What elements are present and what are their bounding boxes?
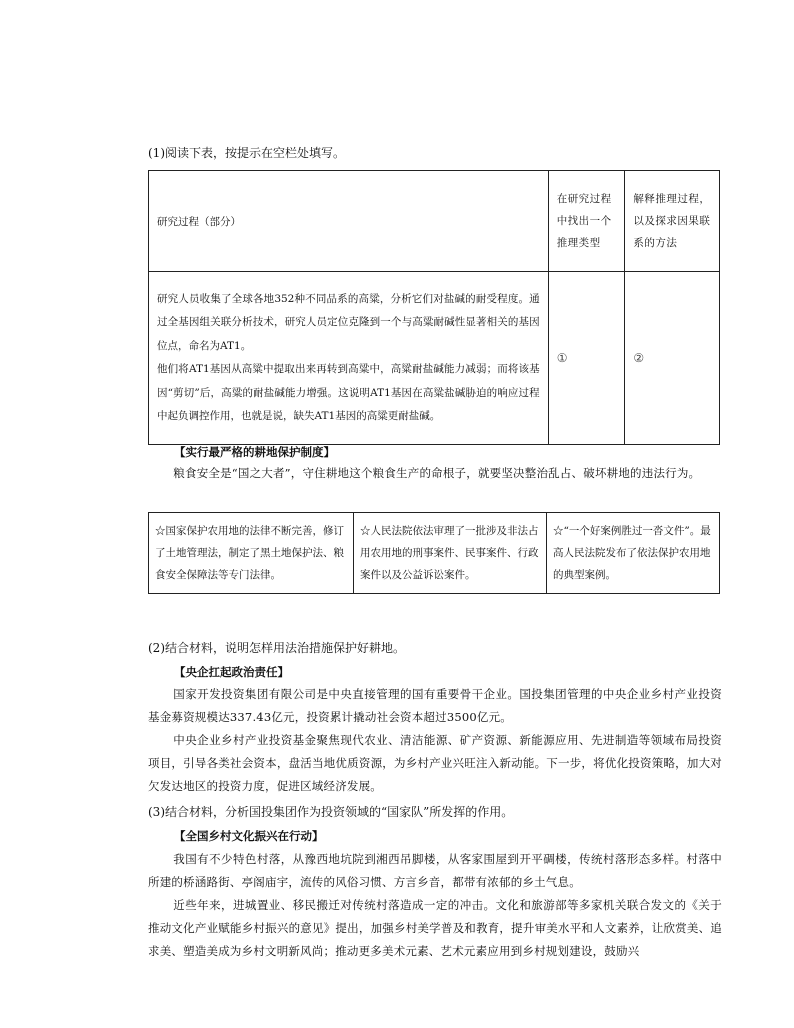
blank-cell-2[interactable]: ② (625, 272, 720, 445)
law-cell-1: ☆国家保护农用地的法律不断完善，修订了土地管理法，制定了黑土地保护法、粮食安全保障法等专门法律。 (149, 513, 354, 594)
section-paragraphs-soe (148, 683, 722, 798)
table-header-row (149, 171, 720, 272)
research-paragraph-1: 研究人员收集了全球各地352种不同品系的高粱，分析它们对盐碱的耐受程度。通过全基因组关联分析技术，研究人员定位克隆到一个与高粱耐碱性显著相关的基因位点，命名为AT1。 (157, 292, 540, 352)
blank-cell-1[interactable]: ① (548, 272, 625, 445)
section-paragraph-farmland (148, 462, 722, 485)
header-reasoning-type: 在研究过程中找出一个推理类型 (548, 171, 625, 272)
question-3-prompt: (3)结合材料，分析国投集团作为投资领域的“国家队”所发挥的作用。 (148, 805, 514, 819)
research-process-table (148, 170, 720, 445)
law-cell-2: ☆人民法院依法审理了一批涉及非法占用农用地的刑事案件、民事案件、行政案件以及公益诉讼案件。 (354, 513, 547, 594)
research-process-text (149, 272, 549, 445)
paragraph: 近些年来，进城置业、移民搬迁对传统村落造成一定的冲击。文化和旅游部等多家机关联合发文的《关于推动文化产业赋能乡村振兴的意见》提出，加强乡村美学普及和教育，提升审美水平和人文素养，让欣赏美、追求美、塑造美成为乡村文明新风尚；推动更多美术元素、艺术元素应用到乡村规划建设，鼓励兴 (148, 898, 722, 958)
question-1-prompt: (1)阅读下表，按提示在空栏处填写。 (148, 146, 345, 160)
question-2-prompt: (2)结合材料，说明怎样用法治措施保护好耕地。 (148, 641, 405, 655)
paragraph: 我国有不少特色村落，从豫西地坑院到湘西吊脚楼，从客家围屋到开平碉楼，传统村落形态多样。村落中所建的桥涵路街、亭阁庙宇，流传的风俗习惯、方言乡音，都带有浓郁的乡土气息。 (148, 852, 722, 889)
section-heading-soe: 【央企扛起政治责任】 (174, 665, 289, 679)
paragraph: 中央企业乡村产业投资基金聚焦现代农业、清洁能源、矿产资源、新能源应用、先进制造等领域布局投资项目，引导各类社会资本，盘活当地优质资源，为乡村产业兴旺注入新动能。下一步，将优化投资策略，加大对欠发达地区的投资力度，促进区域经济发展。 (148, 733, 722, 793)
table-row (149, 513, 720, 594)
header-research-process: 研究过程（部分） (149, 171, 549, 272)
header-explain-method: 解释推理过程，以及探求因果联系的方法 (625, 171, 720, 272)
paragraph: 粮食安全是“国之大者”，守住耕地这个粮食生产的命根子，就要坚决整治乱占、破坏耕地的违法行为。 (173, 466, 701, 480)
section-heading-farmland: 【实行最严格的耕地保护制度】 (174, 445, 335, 459)
table-row (149, 272, 720, 445)
farmland-law-table (148, 512, 720, 594)
research-paragraph-2: 他们将AT1基因从高粱中提取出来再转到高粱中，高粱耐盐碱能力减弱；而将该基因“剪切”后，高粱的耐盐碱能力增强。这说明AT1基因在高粱盐碱胁迫的响应过程中起负调控作用，也就是说，缺失AT1基因的高粱更耐盐碱。 (157, 363, 540, 422)
section-heading-culture: 【全国乡村文化振兴在行动】 (174, 829, 324, 843)
paragraph: 国家开发投资集团有限公司是中央直接管理的国有重要骨干企业。国投集团管理的中央企业乡村产业投资基金募资规模达337.43亿元，投资累计撬动社会资本超过3500亿元。 (148, 687, 722, 724)
section-paragraphs-culture (148, 848, 722, 963)
law-cell-3: ☆“一个好案例胜过一沓文件”。最高人民法院发布了依法保护农用地的典型案例。 (547, 513, 720, 594)
